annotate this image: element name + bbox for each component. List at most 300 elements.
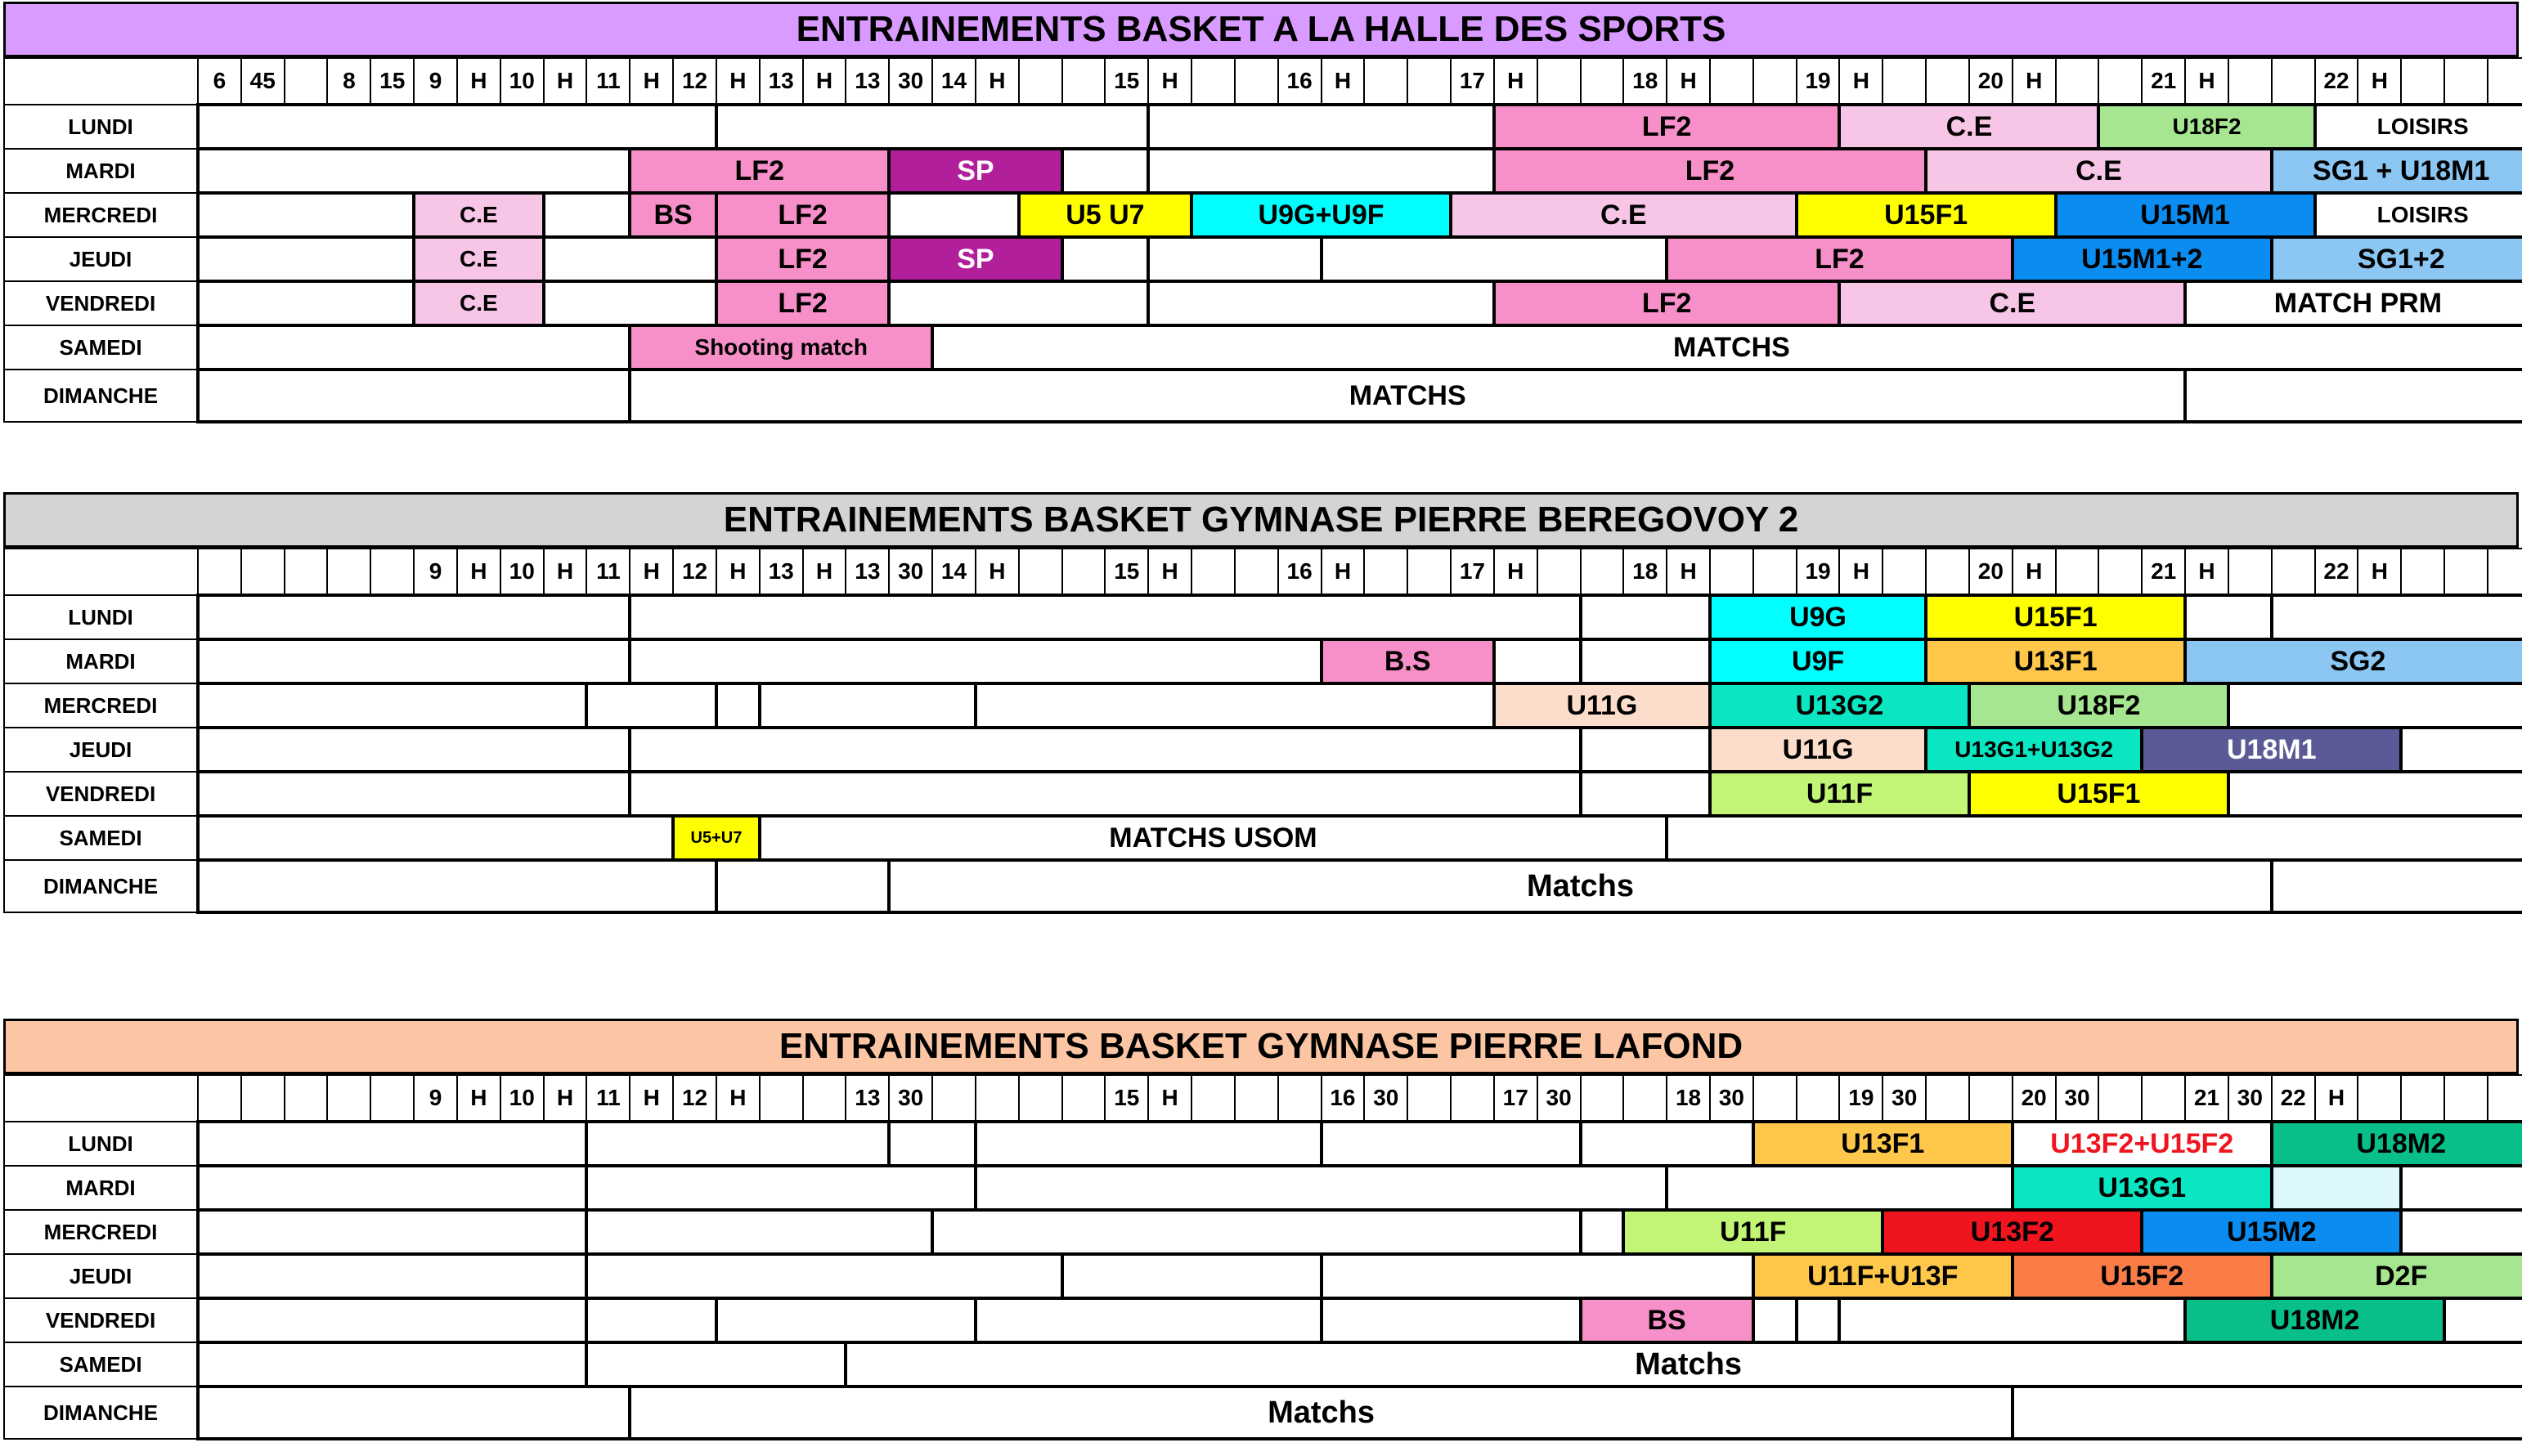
time-header-cell: 16 [1278,549,1322,595]
time-header-cell: 10 [500,1075,544,1122]
empty-block [889,1122,976,1166]
time-header-cell: 13 [760,549,803,595]
empty-block [760,683,976,728]
day-row [4,595,2522,639]
time-header-cell: 20 [1969,549,2013,595]
empty-block [2401,1210,2522,1254]
time-header-cell [1062,1075,1106,1122]
day-label: MARDI [4,149,198,193]
session-block: LF2 [716,193,889,237]
time-header-cell: 8 [327,58,370,105]
session-block: BS [630,193,716,237]
session-block: U15M2 [2142,1210,2401,1254]
session-block: LF2 [1494,281,1840,325]
time-header-cell: H [457,58,500,105]
time-header-cell: 21 [2142,549,2185,595]
time-header-cell: 22 [2272,1075,2315,1122]
time-header-cell: H [1494,549,1537,595]
day-label: VENDREDI [4,281,198,325]
header-corner [4,58,198,105]
empty-block [198,728,630,772]
empty-block [1494,639,1581,683]
empty-block [1581,772,1710,816]
day-label: LUNDI [4,595,198,639]
time-header-cell: 15 [1105,58,1148,105]
header-corner [4,549,198,595]
time-header-cell [2444,58,2488,105]
empty-block [586,1166,975,1210]
empty-block [198,816,673,860]
day-row [4,728,2522,772]
empty-block [716,860,889,912]
empty-block [198,595,630,639]
time-header-cell: 30 [889,1075,932,1122]
empty-block [1322,1122,1581,1166]
day-row [4,772,2522,816]
empty-block [889,281,1148,325]
time-header-cell [1797,1075,1840,1122]
time-header-cell [198,1075,241,1122]
time-header-cell: H [2358,549,2401,595]
empty-block [198,772,630,816]
time-header-cell [2444,1075,2488,1122]
session-block: LOISIRS [2315,193,2522,237]
time-header-cell [327,549,370,595]
time-header-cell: H [976,58,1019,105]
empty-block [2185,370,2522,422]
day-row [4,639,2522,683]
day-row [4,281,2522,325]
time-header-cell [1235,1075,1278,1122]
time-header-cell: 30 [1883,1075,1926,1122]
empty-block [1581,1122,1753,1166]
session-block: SG1+2 [2272,237,2522,281]
session-block: MATCHS [630,370,2185,422]
time-header-cell [2098,58,2142,105]
time-header-cell: 9 [414,58,457,105]
time-header-cell: H [1839,549,1883,595]
day-label: MARDI [4,639,198,683]
session-block: U15F2 [2013,1254,2272,1298]
time-header-cell [1537,549,1581,595]
empty-block [2185,595,2272,639]
time-header-cell: 15 [370,58,414,105]
day-row [4,370,2522,422]
time-header-cell [2444,549,2488,595]
time-header-cell [2401,58,2444,105]
empty-block [586,683,716,728]
time-header-cell: 10 [500,549,544,595]
time-header-cell [1926,1075,1969,1122]
schedule-table [3,548,2522,914]
time-header-cell: 17 [1451,549,1494,595]
day-row [4,683,2522,728]
time-header-cell: 20 [2013,1075,2056,1122]
time-header-cell: H [1667,549,1710,595]
empty-block [1667,816,2522,860]
session-block: U18F2 [1969,683,2228,728]
time-header-cell [1019,1075,1062,1122]
time-header-cell: H [716,58,760,105]
time-header-cell [2401,1075,2444,1122]
empty-block [544,281,716,325]
time-header-cell: 18 [1623,58,1667,105]
empty-block [2013,1387,2522,1439]
time-header-cell [1451,1075,1494,1122]
session-block: LF2 [716,237,889,281]
session-block: LF2 [630,149,889,193]
empty-block [1322,1298,1581,1342]
session-block: B.S [1322,639,1494,683]
empty-block [1753,1298,1797,1342]
time-header-cell [2488,549,2522,595]
session-block: U13G1+U13G2 [1926,728,2142,772]
empty-block [976,1122,1322,1166]
session-block: U9F [1710,639,1926,683]
time-header-cell [1407,1075,1451,1122]
time-header-cell: H [716,549,760,595]
session-block: U15F1 [1797,193,2056,237]
empty-block [198,370,630,422]
empty-block [198,1254,586,1298]
time-header-cell: H [1148,549,1191,595]
day-label: JEUDI [4,1254,198,1298]
time-header-cell [1235,549,1278,595]
session-block: MATCH PRM [2185,281,2522,325]
empty-block [1581,1210,1624,1254]
time-header-cell: H [1839,58,1883,105]
time-header-cell: 22 [2315,549,2358,595]
time-header-cell [976,1075,1019,1122]
session-block: Matchs [889,860,2272,912]
time-header-cell: 19 [1797,549,1840,595]
time-header-cell [1191,58,1235,105]
time-header-cell: 13 [846,549,889,595]
empty-block [1148,105,1494,149]
time-header-cell [1235,58,1278,105]
time-header-cell: H [2013,549,2056,595]
day-row [4,193,2522,237]
day-label: LUNDI [4,1122,198,1166]
session-block: U11F [1623,1210,1883,1254]
empty-block [1148,281,1494,325]
session-block: U11G [1494,683,1710,728]
empty-block [932,1210,1580,1254]
session-block: C.E [414,281,543,325]
time-header-cell [285,549,328,595]
header-corner [4,1075,198,1122]
day-row [4,1210,2522,1254]
time-header-cell [1364,549,1407,595]
empty-block [198,1122,586,1166]
day-label: VENDREDI [4,772,198,816]
time-header-cell [1710,58,1753,105]
time-header-cell: H [1148,1075,1191,1122]
empty-block [976,1298,1322,1342]
session-block: U15M1 [2056,193,2315,237]
empty-block [1062,1254,1322,1298]
time-header-cell: H [1322,549,1365,595]
empty-block [716,1298,976,1342]
empty-block [2272,1166,2401,1210]
session-block: U13F1 [1753,1122,2013,1166]
empty-block [198,1166,586,1210]
time-header-cell: 30 [2228,1075,2272,1122]
time-header-cell [2358,1075,2401,1122]
time-header-cell: H [2315,1075,2358,1122]
empty-block [544,237,716,281]
time-header-cell [2098,549,2142,595]
empty-block [198,860,716,912]
time-header-cell [1969,1075,2013,1122]
day-row [4,860,2522,912]
empty-block [198,1210,586,1254]
empty-block [198,1342,586,1387]
time-header-cell: 9 [414,549,457,595]
session-block: U15F1 [1926,595,2185,639]
time-header-cell [2056,58,2099,105]
day-row [4,237,2522,281]
session-block: U15M1+2 [2013,237,2272,281]
time-header-cell: 17 [1451,58,1494,105]
day-label: JEUDI [4,237,198,281]
time-header-cell: H [630,549,673,595]
time-header-cell [241,549,285,595]
session-block: C.E [414,193,543,237]
day-row [4,105,2522,149]
time-header-cell [1710,549,1753,595]
day-label: MARDI [4,1166,198,1210]
time-header-cell: 18 [1623,549,1667,595]
session-block: U9G+U9F [1191,193,1451,237]
day-label: MERCREDI [4,1210,198,1254]
time-header-cell: H [544,58,587,105]
day-row [4,325,2522,370]
empty-block [1581,595,1710,639]
empty-block [630,728,1580,772]
time-header-cell: 16 [1322,1075,1365,1122]
empty-block [586,1122,889,1166]
day-label: SAMEDI [4,1342,198,1387]
day-row [4,1298,2522,1342]
time-header-cell: 11 [586,549,630,595]
time-header-cell: 13 [760,58,803,105]
time-header-cell: 6 [198,58,241,105]
session-block: LF2 [1494,105,1840,149]
time-header-cell [2142,1075,2185,1122]
session-block: U11G [1710,728,1926,772]
session-block: D2F [2272,1254,2522,1298]
empty-block [198,149,630,193]
empty-block [2444,1298,2522,1342]
session-block: U13G1 [2013,1166,2272,1210]
empty-block [2401,1166,2522,1210]
time-header-cell: H [544,549,587,595]
empty-block [544,193,630,237]
day-label: DIMANCHE [4,370,198,422]
section-title: ENTRAINEMENTS BASKET A LA HALLE DES SPORTS [3,2,2519,57]
time-header-cell [1062,58,1106,105]
session-block: BS [1581,1298,1753,1342]
empty-block [198,1298,586,1342]
session-block: U18M1 [2142,728,2401,772]
session-block: SP [889,237,1061,281]
time-header-cell: 12 [673,1075,716,1122]
time-header-cell: 19 [1797,58,1840,105]
time-header-cell [1581,58,1624,105]
empty-block [2272,595,2522,639]
day-label: MERCREDI [4,193,198,237]
time-header-cell: 30 [889,58,932,105]
time-header-cell: H [1322,58,1365,105]
time-header-cell [1581,549,1624,595]
time-header-cell: 22 [2315,58,2358,105]
session-block: MATCHS [932,325,2522,370]
day-label: JEUDI [4,728,198,772]
day-label: SAMEDI [4,325,198,370]
session-block: LOISIRS [2315,105,2522,149]
time-header-cell: H [2358,58,2401,105]
time-header-cell: 21 [2142,58,2185,105]
time-header-cell [327,1075,370,1122]
empty-block [198,193,414,237]
session-block: U18M2 [2185,1298,2444,1342]
time-header-cell: H [803,549,846,595]
day-row [4,1342,2522,1387]
time-header-cell: 30 [1537,1075,1581,1122]
time-header-cell: 17 [1494,1075,1537,1122]
time-header-cell [803,1075,846,1122]
time-header-cell [2056,549,2099,595]
time-header-cell [2228,549,2272,595]
session-block: U5 U7 [1019,193,1191,237]
time-header-cell: 19 [1839,1075,1883,1122]
time-header-cell: 12 [673,58,716,105]
empty-block [1148,237,1321,281]
time-header-cell [241,1075,285,1122]
empty-block [976,1166,1667,1210]
empty-block [586,1210,932,1254]
empty-block [630,595,1580,639]
session-block: Matchs [630,1387,2013,1439]
time-header-cell [1364,58,1407,105]
empty-block [2228,772,2522,816]
time-header-cell: 20 [1969,58,2013,105]
section-title: ENTRAINEMENTS BASKET GYMNASE PIERRE LAFOND [3,1019,2519,1074]
time-header-cell [1926,549,1969,595]
session-block: U5+U7 [673,816,760,860]
empty-block [1581,639,1710,683]
time-header-cell [1278,1075,1322,1122]
time-header-cell: H [630,58,673,105]
empty-block [586,1254,1061,1298]
time-header-cell: 45 [241,58,285,105]
time-header-cell [760,1075,803,1122]
time-header-cell: 11 [586,58,630,105]
time-header-cell [1581,1075,1624,1122]
time-header-cell [1753,58,1797,105]
session-block: SG1 + U18M1 [2272,149,2522,193]
empty-block [198,105,716,149]
day-row [4,816,2522,860]
session-block: C.E [1451,193,1797,237]
day-row [4,1166,2522,1210]
empty-block [198,639,630,683]
time-header-cell: H [803,58,846,105]
session-block: U18F2 [2098,105,2314,149]
time-header-cell [1019,549,1062,595]
empty-block [586,1342,846,1387]
empty-block [889,193,1018,237]
session-block: Shooting match [630,325,932,370]
empty-block [2401,728,2522,772]
session-block: Matchs [846,1342,2522,1387]
time-header-cell: 30 [1364,1075,1407,1122]
time-header-cell [1407,58,1451,105]
time-header-cell: H [2013,58,2056,105]
time-header-cell: 13 [846,1075,889,1122]
empty-block [198,237,414,281]
day-row [4,1387,2522,1439]
empty-block [2228,683,2522,728]
empty-block [586,1298,716,1342]
time-header-cell [1753,549,1797,595]
day-label: VENDREDI [4,1298,198,1342]
day-label: DIMANCHE [4,860,198,912]
time-header-cell [2272,549,2315,595]
time-header-cell [1883,58,1926,105]
time-header-cell [198,549,241,595]
day-row [4,1254,2522,1298]
empty-block [198,281,414,325]
schedule-table [3,1074,2522,1440]
time-header-cell: H [716,1075,760,1122]
day-row [4,149,2522,193]
empty-block [1062,149,1149,193]
session-block: U13F2+U15F2 [2013,1122,2272,1166]
empty-block [716,683,760,728]
empty-block [976,683,1494,728]
time-header-cell [1191,1075,1235,1122]
time-header-cell: 14 [932,58,976,105]
time-header-cell [1019,58,1062,105]
time-header-cell [2401,549,2444,595]
time-header-cell: 21 [2185,1075,2228,1122]
session-block: MATCHS USOM [760,816,1667,860]
session-block: LF2 [1494,149,1926,193]
day-label: LUNDI [4,105,198,149]
time-header-cell [1407,549,1451,595]
session-block: U15F1 [1969,772,2228,816]
time-header-cell [1537,58,1581,105]
time-header-cell: 30 [1710,1075,1753,1122]
time-header-cell: 13 [846,58,889,105]
session-block: U13F1 [1926,639,2185,683]
time-header-cell [2272,58,2315,105]
time-header-cell [370,549,414,595]
time-header-cell: H [457,549,500,595]
empty-block [198,325,630,370]
day-row [4,1122,2522,1166]
time-header-cell [285,1075,328,1122]
time-header-cell: 30 [2056,1075,2099,1122]
time-header-cell [1926,58,1969,105]
time-header-cell: 16 [1278,58,1322,105]
session-block: U11F [1710,772,1969,816]
empty-block [198,683,586,728]
time-header-cell [932,1075,976,1122]
time-header-cell: H [2185,549,2228,595]
